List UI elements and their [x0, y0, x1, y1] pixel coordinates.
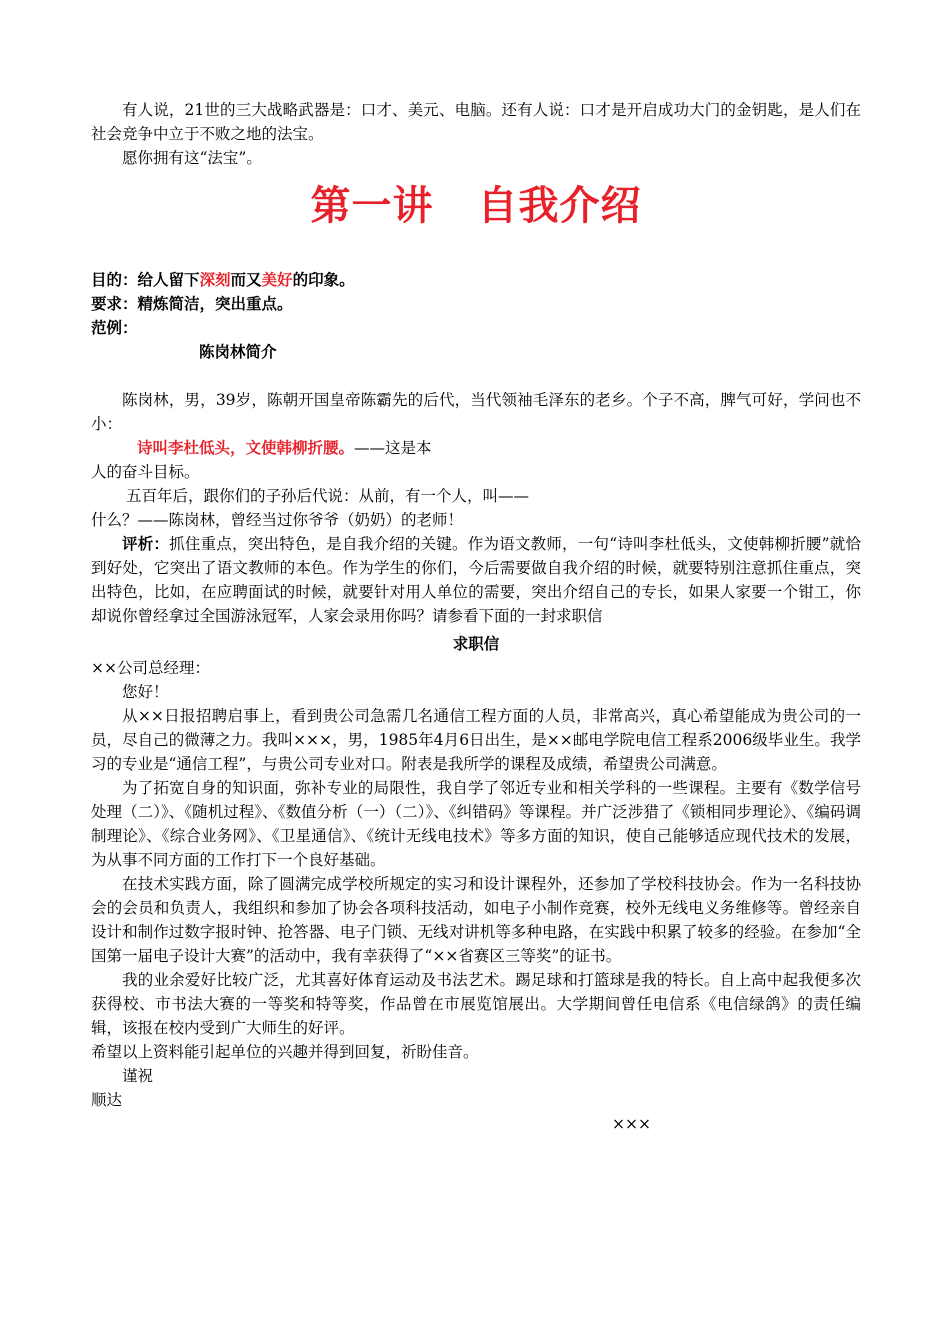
goal-highlight-2: 美好	[261, 271, 293, 289]
comment-label: 评析：	[122, 535, 170, 553]
requirement-line: 要求：精炼简洁，突出重点。	[91, 295, 293, 313]
goal-highlight-1: 深刻	[199, 271, 231, 289]
letter-para-5: 希望以上资料能引起单位的兴趣并得到回复，祈盼佳音。	[91, 1043, 479, 1061]
letter-para-3: 在技术实践方面，除了圆满完成学校所规定的实习和设计课程外，还参加了学校科技协会。作为一名科技协会的会员和负责人，我组织和参加了协会各项科技活动，如电子小制作竞赛，校外无线电义务维修等。曾经亲自设计和制作过数字报时钟、抢答器、电子门锁、无线对讲机等多种电路，在实践中积累了较多的经验。在参加“全国第一届电子设计大赛”的活动中，我有幸获得了“××省赛区三等奖”的证书。	[91, 875, 861, 965]
letter-closing-1: 谨祝	[122, 1067, 154, 1085]
letter-addressee: ××公司总经理：	[91, 659, 210, 677]
goal-prefix: 目的：给人留下	[91, 271, 200, 289]
motto-tail: ——这是本	[354, 439, 432, 457]
intro-wish: 愿你拥有这“法宝”。	[122, 149, 262, 167]
letter-greeting: 您好！	[122, 683, 169, 701]
goal-mid: 而又	[230, 271, 262, 289]
motto-line	[91, 436, 861, 460]
example-heading: 陈岗林简介	[199, 343, 277, 361]
letter-para-1: 从××日报招聘启事上，看到贵公司急需几名通信工程方面的人员，非常高兴，真心希望能成为贵公司的一员，尽自己的微薄之力。我叫×××，男，1985年4月6日出生，是××邮电学院电信工程系2006级毕业生。我学习的专业是“通信工程”，与贵公司专业对口。附表是我所学的课程及成绩，希望贵公司满意。	[91, 707, 861, 773]
example-label: 范例：	[91, 319, 138, 337]
intro-paragraph: 有人说，21世的三大战略武器是：口才、美元、电脑。还有人说：口才是开启成功大门的金钥匙，是人们在社会竞争中立于不败之地的法宝。	[91, 101, 861, 143]
example-para-1: 陈岗林，男，39岁，陈朝开国皇帝陈霸先的后代，当代领袖毛泽东的老乡。个子不高，脾气可好，学问也不小：	[91, 391, 861, 433]
goal-suffix: 的印象。	[292, 271, 355, 289]
lecture-number: 第一讲	[310, 183, 434, 229]
motto: 诗叫李杜低头，文使韩柳折腰。	[137, 439, 355, 457]
letter-heading: 求职信	[452, 635, 500, 653]
lecture-topic: 自我介绍	[477, 183, 642, 229]
comment-paragraph	[91, 532, 861, 628]
lecture-title	[91, 178, 861, 234]
letter-para-2: 为了拓宽自身的知识面，弥补专业的局限性，我自学了邻近专业和相关学科的一些课程。主要有《数学信号处理（二）》、《随机过程》、《数值分析（一）（二）》、《纠错码》等课程。并广泛涉猎了《锁相同步理论》、《编码调制理论》、《综合业务网》、《卫星通信》、《统计无线电技术》等多方面的知识，使自己能够适应现代技术的发展，为从事不同方面的工作打下一个良好基础。	[91, 779, 861, 869]
letter-para-4: 我的业余爱好比较广泛，尤其喜好体育运动及书法艺术。踢足球和打篮球是我的特长。自上高中起我便多次获得校、市书法大赛的一等奖和特等奖，作品曾在市展览馆展出。大学期间曾任电信系《电信绿鸽》的责任编辑，该报在校内受到广大师生的好评。	[91, 971, 861, 1037]
example-para-2: 人的奋斗目标。	[91, 463, 200, 481]
comment-text: 抓住重点，突出特色，是自我介绍的关键。作为语文教师，一句“诗叫李杜低头，文使韩柳折腰”就恰到好处，它突出了语文教师的本色。作为学生的你们，今后需要做自我介绍的时候，就要特别注意抓住重点，突出特色，比如，在应聘面试的时候，就要针对用人单位的需要，突出介绍自己的专长，如果人家要一个钳工，你却说你曾经拿过全国游泳冠军，人家会录用你吗？请参看下面的一封求职信	[91, 535, 861, 625]
letter-closing-2: 顺达	[91, 1091, 123, 1109]
document-page	[91, 98, 861, 1136]
example-para-3a: 五百年后，跟你们的子孙后代说：从前，有一个人，叫——	[126, 487, 530, 505]
goal-line	[91, 268, 861, 292]
example-para-3b: 什么？——陈岗林，曾经当过你爷爷（奶奶）的老师！	[91, 511, 464, 529]
letter-signature: ×××	[612, 1115, 651, 1133]
